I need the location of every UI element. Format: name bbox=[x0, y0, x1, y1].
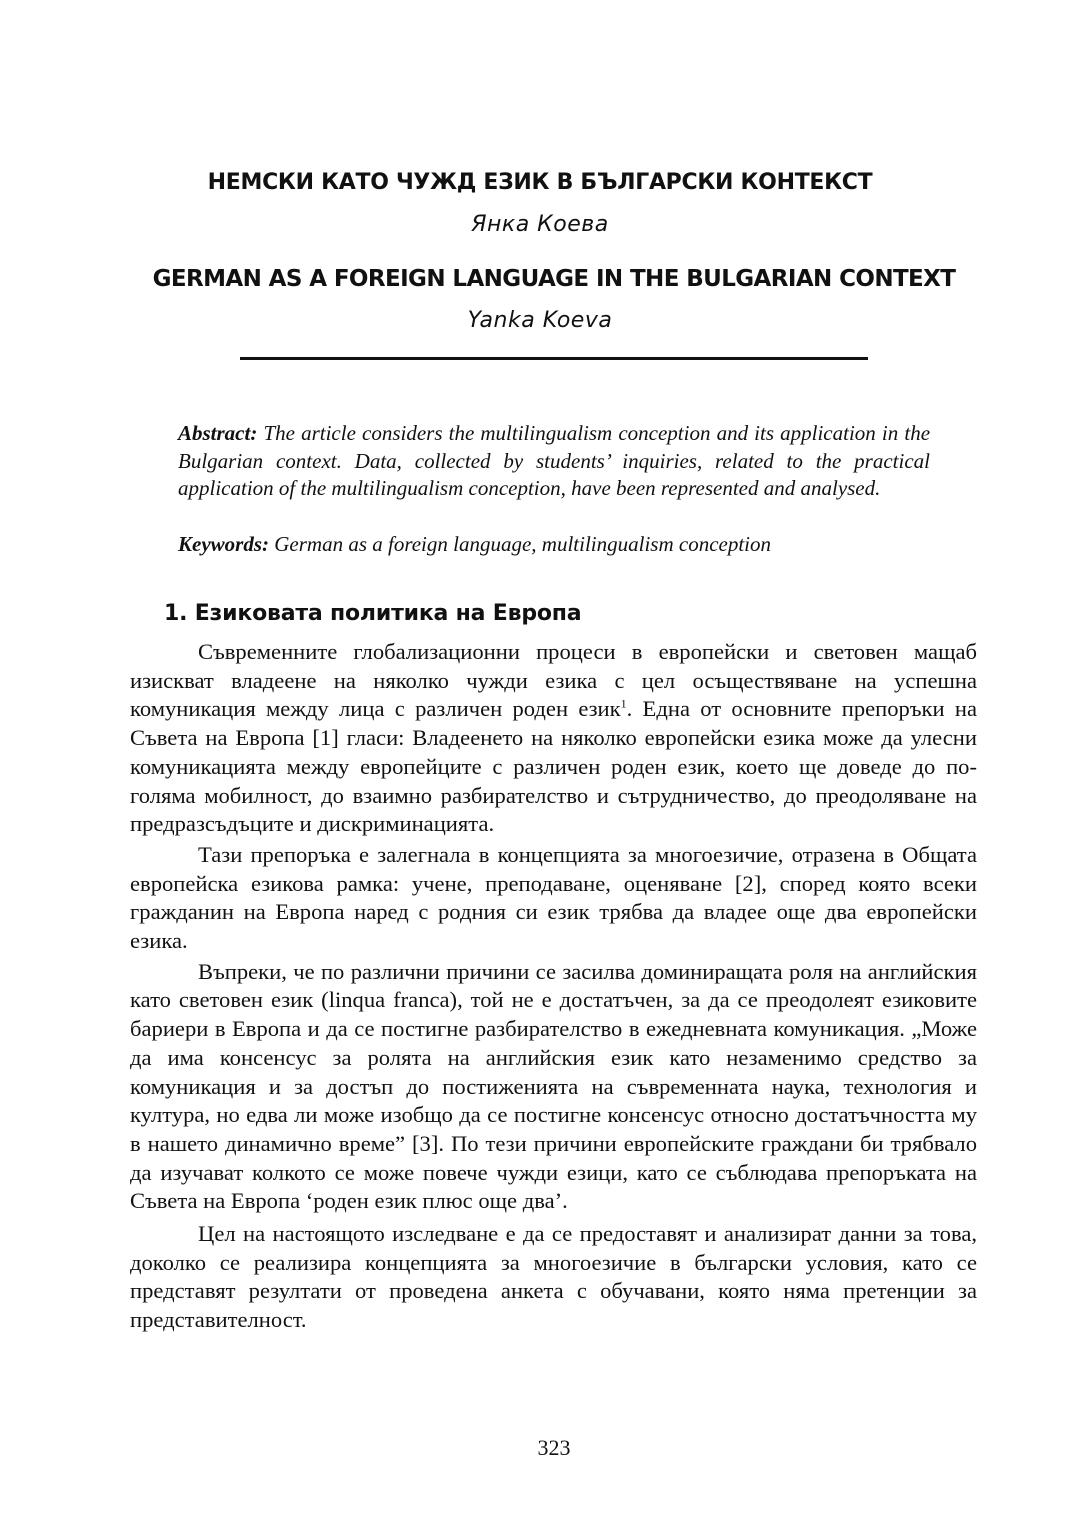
title-bulgarian: НЕМСКИ КАТО ЧУЖД ЕЗИК В БЪЛГАРСКИ КОНТЕКСТ bbox=[207, 170, 873, 195]
paragraph: Въпреки, че по различни причини се засилва доминиращата роля на английския като световен език (linqua franca), той не е достатъчен, за да се преодолеят езиковите бариери в Европа и да се постигне разбирателство в ежедневната комуникация. „Може да има консенсус за ролята на английския език като незаменимо средство за комуникация и за достъп до постиженията на съвременната наука, технология и култура, но едва ли може изобщо да се постигне консенсус относно достатъчността му в нашето динамично време” [3]. По тези причини европейските граждани би трябвало да изучават колкото се може повече чужди езици, като се съблюдава препоръката на Съвета на Европа ‘роден език плюс още два’. bbox=[130, 958, 977, 1214]
paragraph: Цел на настоящото изследване е да се предоставят и анализират данни за това, доколко се реализира концепцията за многоезичие в български условия, като се представят резултати от проведена анкета с обучавани, която няма претенции за представителност. bbox=[130, 1221, 977, 1333]
paragraph: Тази препоръка е залегнала в концепцията за многоезичие, отразена в Общата европейска езикова рамка: учене, преподаване, оценяване [2], според която всеки гражданин на Европа наред с родния си език трябва да владее още два европейски езика. bbox=[130, 841, 977, 954]
paragraph-text: . Една от основните препоръки на Съвета на Европа [1] гласи: Владеенето на няколко европейски езика може да улесни комуникацията между европейците с различен роден език, което ще доведе до по-голяма мобилност, до взаимно разбирателство и сътрудничество, до преодоляване на предразсъдъците и дискриминацията. bbox=[130, 696, 977, 837]
page-number: 323 bbox=[537, 1435, 571, 1460]
title-english: GERMAN AS A FOREIGN LANGUAGE IN THE BULGARIAN CONTEXT bbox=[152, 266, 956, 292]
keywords-text: German as a foreign language, multilingualism conception bbox=[274, 532, 772, 556]
keywords bbox=[178, 531, 930, 559]
section-heading: 1. Езиковата политика на Европа bbox=[164, 601, 582, 626]
abstract-label: Abstract: bbox=[178, 421, 258, 445]
keywords-label: Keywords: bbox=[178, 532, 269, 556]
paragraph-text: Съвременните глобализационни процеси в европейски и световен мащаб изискват владеене на няколко чужди езика с цел осъществяване на успешна комуникация между лица с различен роден език bbox=[130, 639, 977, 722]
body-text bbox=[130, 638, 977, 1335]
paragraph bbox=[130, 638, 977, 839]
title-divider bbox=[240, 357, 868, 360]
abstract-text: The article considers the multilingualism conception and its application in the Bulgarian context. Data, collected by students’ inquiries, related to the practical application of the multilingualism conception, have been represented and analysed. bbox=[178, 421, 931, 501]
abstract bbox=[178, 420, 930, 503]
footnote-marker[interactable]: 1 bbox=[620, 696, 627, 711]
author-english: Yanka Koeva bbox=[467, 308, 613, 333]
author-bulgarian: Янка Коева bbox=[471, 212, 609, 237]
